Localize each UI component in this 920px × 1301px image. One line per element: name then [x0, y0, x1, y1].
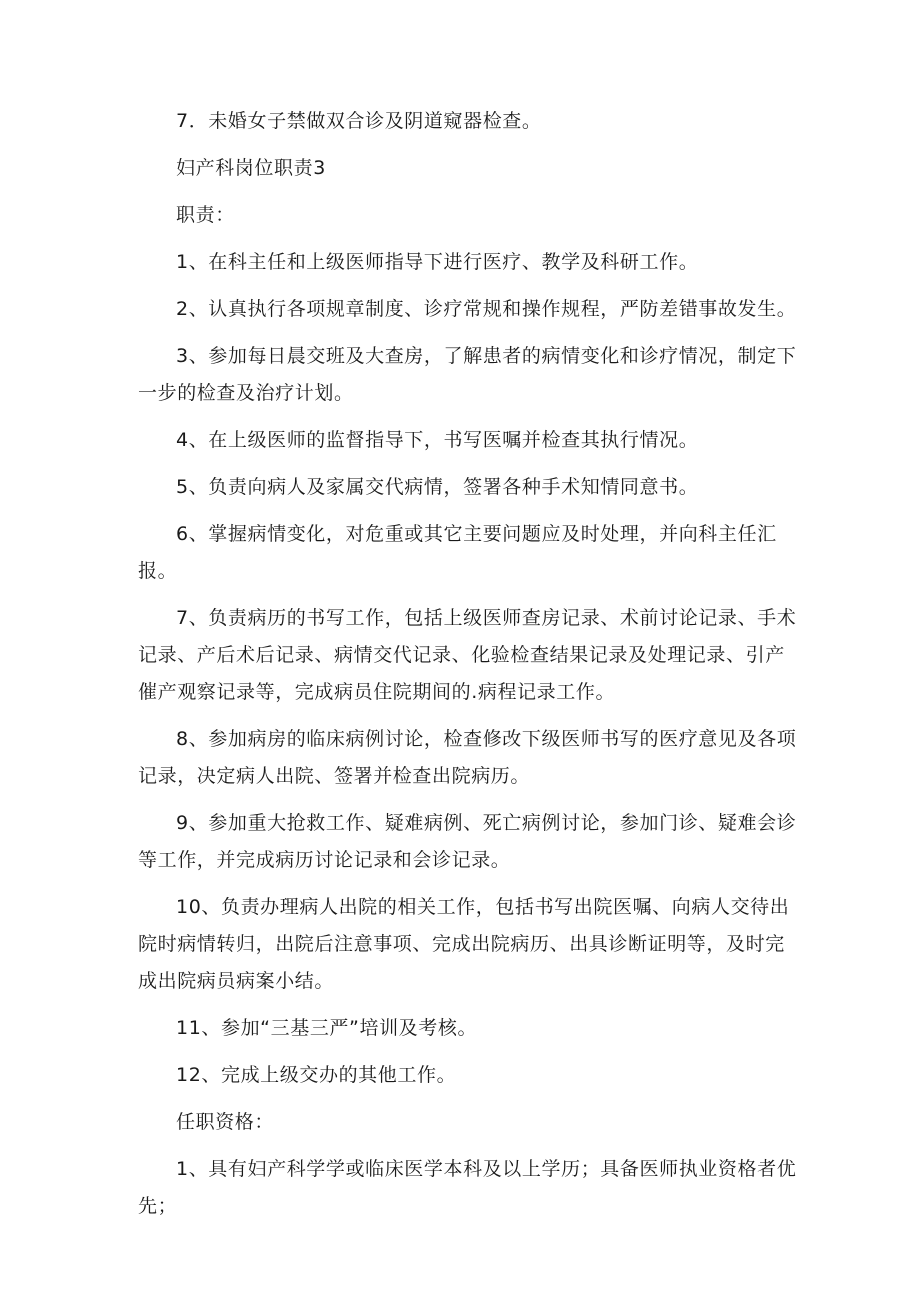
duty-item-4: 4、在上级医师的监督指导下，书写医嘱并检查其执行情况。 — [176, 429, 699, 451]
duty-item-3: 3、参加每日晨交班及大查房，了解患者的病情变化和诊疗情况，制定下一步的检查及治疗计划。 — [138, 345, 797, 404]
duty-item-9: 9、参加重大抢救工作、疑难病例、死亡病例讨论，参加门诊、疑难会诊等工作，并完成病历讨论记录和会诊记录。 — [138, 812, 797, 871]
duty-item-7: 7、负责病历的书写工作，包括上级医师查房记录、术前讨论记录、手术记录、产后术后记录、病情交代记录、化验检查结果记录及处理记录、引产催产观察记录等，完成病员住院期间的.病程记录工作。 — [138, 607, 797, 703]
duty-item-1: 1、在科主任和上级医师指导下进行医疗、教学及科研工作。 — [176, 251, 699, 273]
duty-item-5: 5、负责向病人及家属交代病情，签署各种手术知情同意书。 — [176, 476, 699, 498]
paragraph-unmarried-exam-rule: 7．未婚女子禁做双合诊及阴道窥器检查。 — [176, 110, 542, 132]
subheading-qualifications: 任职资格： — [176, 1111, 275, 1133]
duty-item-6: 6、掌握病情变化，对危重或其它主要问题应及时处理，并向科主任汇报。 — [138, 523, 777, 582]
qualification-item-1: 1、具有妇产科学学或临床医学本科及以上学历；具备医师执业资格者优先； — [138, 1158, 797, 1217]
duty-item-12: 12、完成上级交办的其他工作。 — [176, 1064, 457, 1086]
duty-item-11: 11、参加“三基三严”培训及考核。 — [176, 1017, 478, 1039]
duty-item-10: 10、负责办理病人出院的相关工作，包括书写出院医嘱、向病人交待出院时病情转归，出院后注意事项、完成出院病历、出具诊断证明等，及时完成出院病员病案小结。 — [138, 896, 790, 992]
section-heading: 妇产科岗位职责3 — [176, 157, 326, 179]
duty-item-2: 2、认真执行各项规章制度、诊疗常规和操作规程，严防差错事故发生。 — [176, 298, 797, 320]
duty-item-8: 8、参加病房的临床病例讨论，检查修改下级医师书写的医疗意见及各项记录，决定病人出院、签署并检查出院病历。 — [138, 728, 797, 787]
subheading-duties: 职责： — [176, 204, 235, 226]
